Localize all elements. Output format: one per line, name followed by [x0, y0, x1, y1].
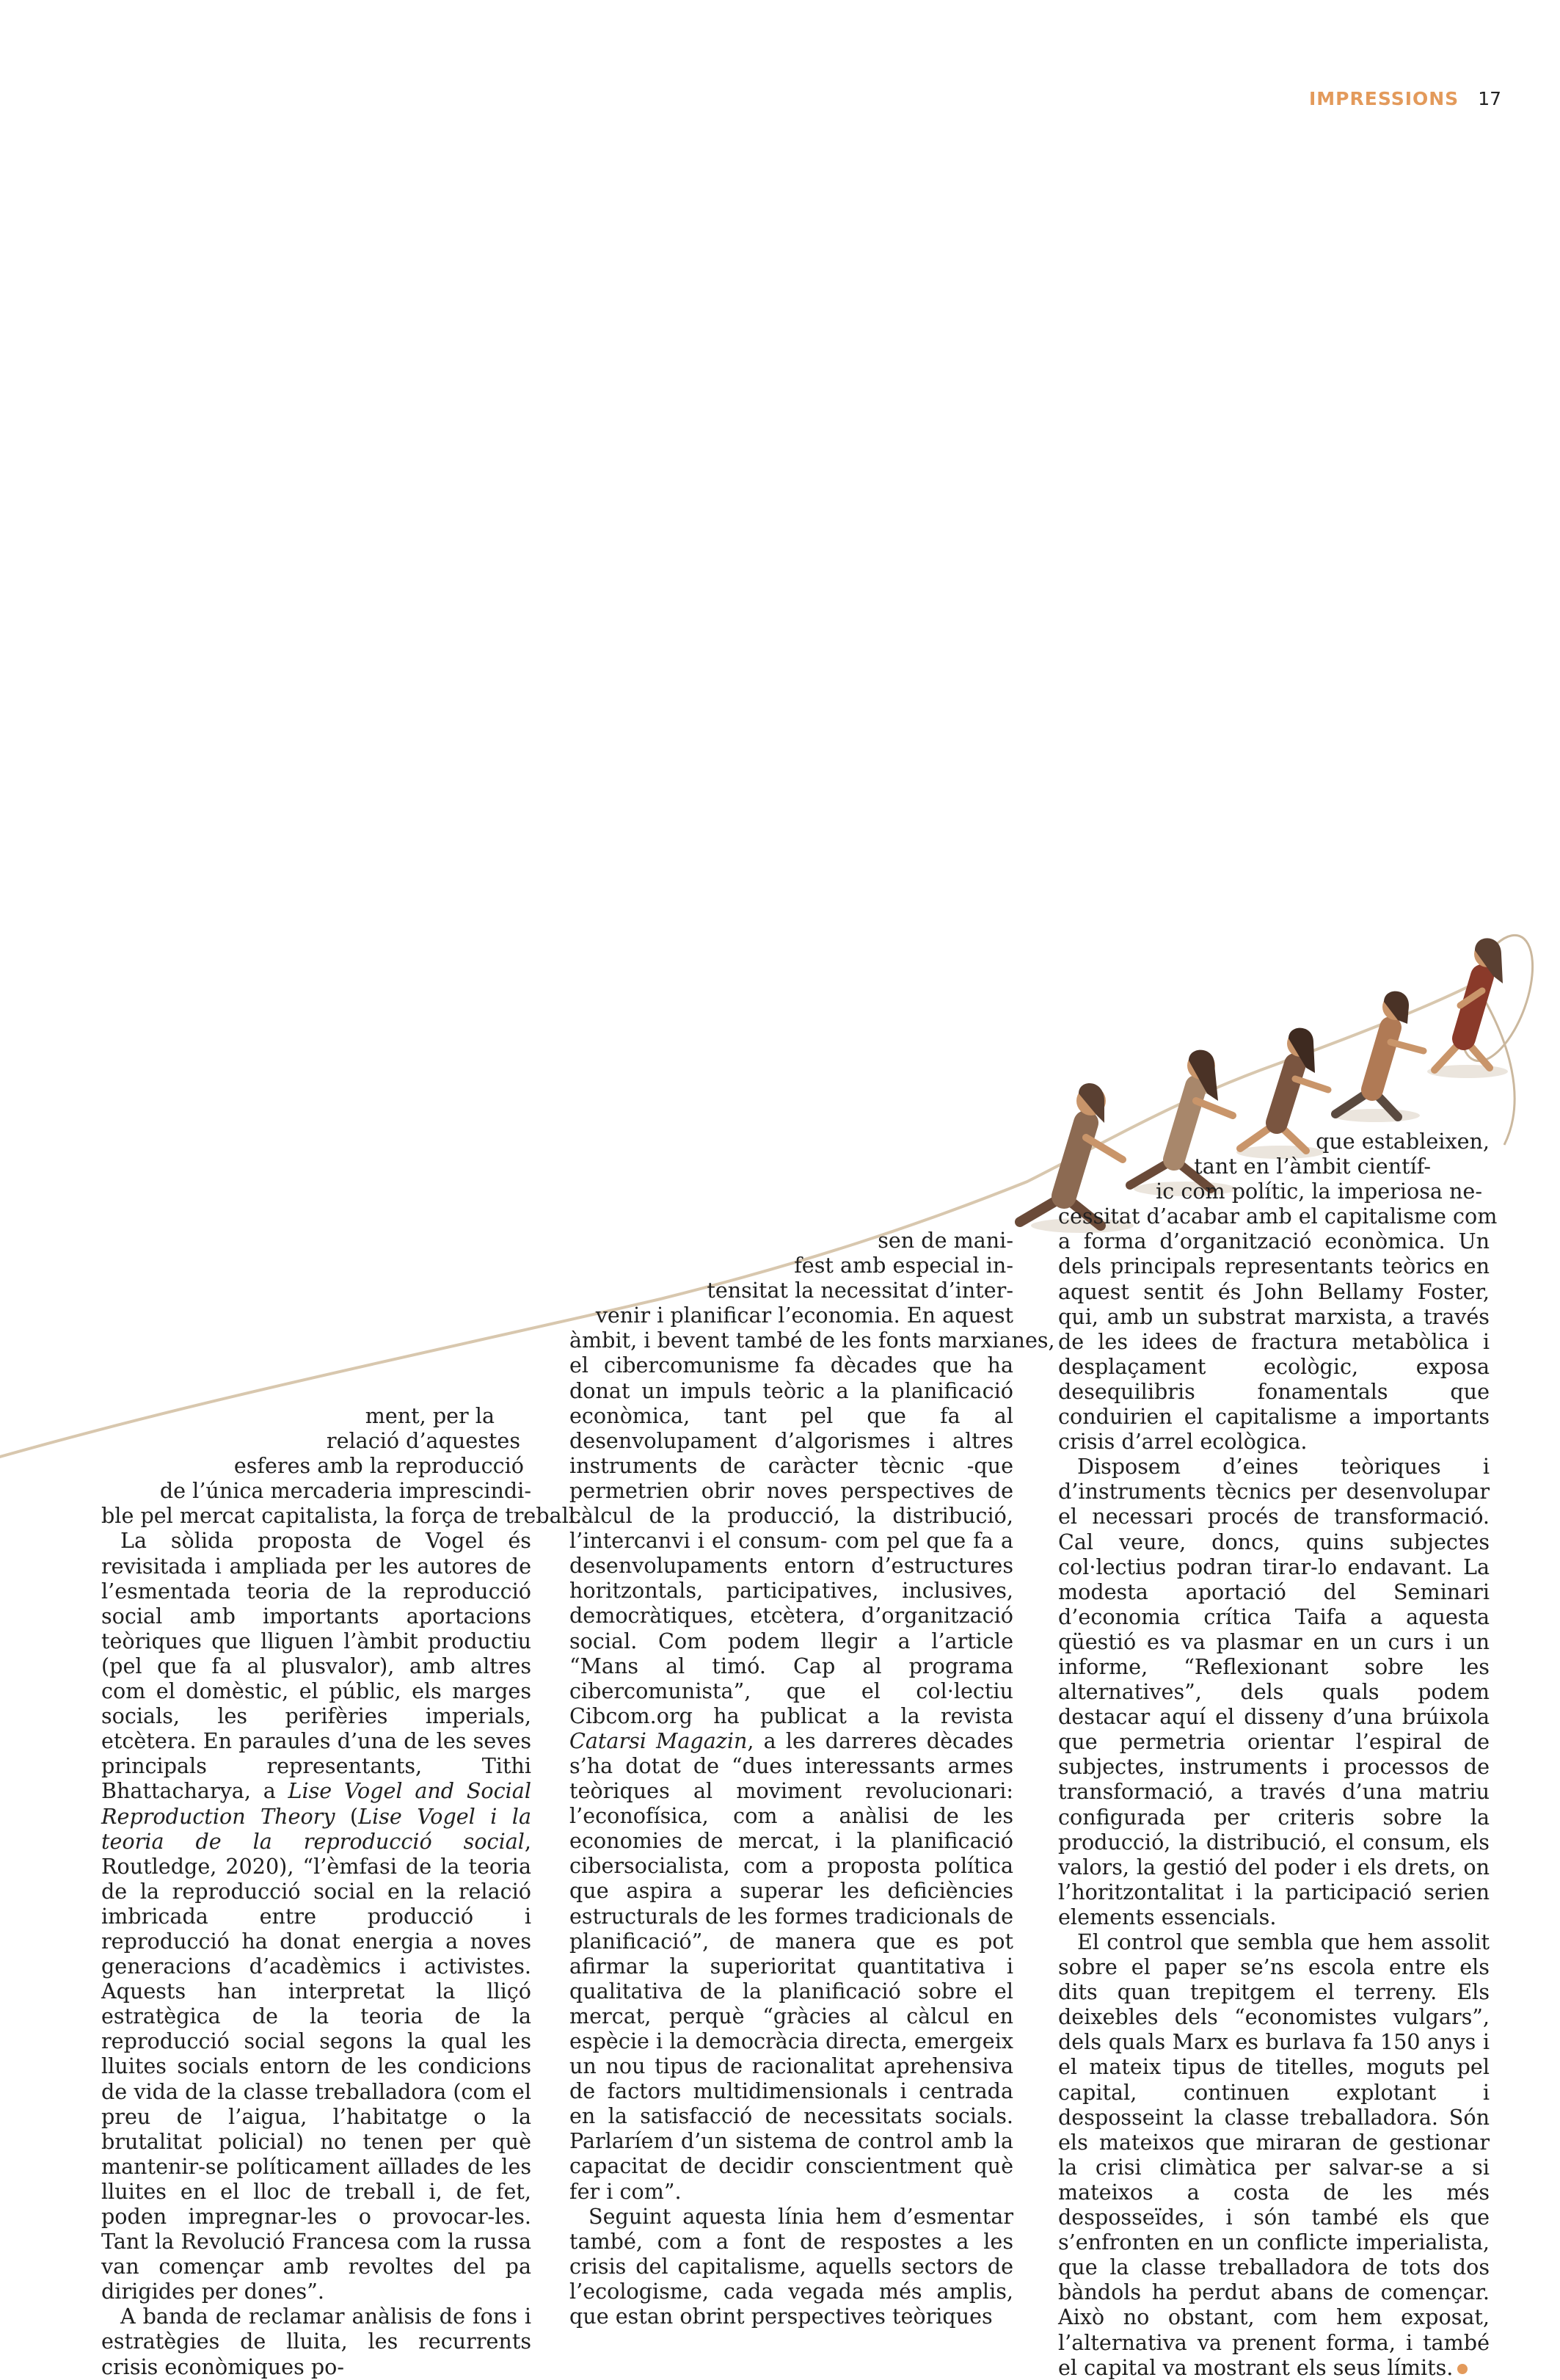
text-line: ment, per la — [365, 1403, 495, 1428]
paragraph: Seguint aquesta línia hem d’esmentar també, com a font de respostes a les crisis del capitalisme, aquells sectors de l’ecologisme, cada vegada més amplis, que estan obrint perspectives teòriques — [569, 2203, 1013, 2329]
paragraph-text: El control que sembla que hem assolit sobre el paper se’ns escola entre els dits quan trepitgem el terreny. Els deixebles dels “economistes vulgars”, dels quals Marx es burlava fa 150 anys i el mateix tipus de titelles, moguts pel capital, continuen explotant i desposseint la classe treballadora. Són els mateixos que miraran de gestionar la crisi climàtica per salvar-se a si mateixos a costa de les més desposseïdes, i són també els que s’enfronten en un conflicte imperialista, que la classe treballadora de tots dos bàndols ha perdut abans de començar. Això no obstant, com hem exposat, l’alternativa va prenent forma, i també el capital va mostrant els seus límits. — [1058, 1929, 1490, 2380]
paragraph-text: el cibercomunisme fa dècades que ha donat un impuls teòric a la planificació econòmica, tant pel que fa al desenvolupament d’algorismes i altres instruments de caràcter tècnic -que permetrien obrir noves perspectives de càlcul de la producció, la distribució, l’intercanvi i el consum- com pel que fa a desenvolupaments entorn d’estructures horitzontals, participatives, inclusives, democràtiques, etcètera, d’organització social. Com podem llegir a l’article “Mans al timó. Cap al programa cibercomunista”, que el col·lectiu Cibcom.org ha publicat a la revista — [569, 1353, 1013, 1728]
book-title-translation: Lise Vogel i la teoria de la reproducció social — [101, 1803, 531, 1854]
wrapped-lines-col1 — [101, 1403, 583, 1529]
text-line: relació d’aquestes — [326, 1428, 520, 1454]
text-line: fest amb especial in- — [794, 1253, 1013, 1278]
text-line: ble pel mercat capitalista, la força de treball. — [101, 1503, 583, 1529]
paragraph: a forma d’organització econòmica. Un dels principals representants teòrics en aquest sentit és John Bellamy Foster, qui, amb un substrat marxista, a través de les idees de fractura metabòlica i desplaçament ecològic, exposa desequilibris fonamentals que conduirien el capitalisme a importants crisis d’arrel ecològica. — [1058, 1229, 1490, 1455]
paragraph: A banda de reclamar anàlisis de fons i estratègies de lluita, les recurrents crisis econòmiques po- — [101, 2304, 531, 2379]
paragraph — [1058, 1929, 1490, 2380]
figure-5 — [1427, 938, 1508, 1078]
text-column-3 — [1058, 1129, 1498, 2380]
text-line: venir i planificar l’economia. En aquest — [595, 1303, 1013, 1328]
text-line: esferes amb la reproducció — [233, 1453, 524, 1479]
paragraph-text: , a les darreres dècades s’ha dotat de “dues interessants armes teòriques al moviment revolucionari: l’econofísica, com a anàlisi de les economies de mercat, i la planificació cibersocialista, com a proposta política que aspira a superar les deficiències estructurals de les formes tradicionals de planificació”, de manera que es pot afirmar la superioritat quantitativa i qualitativa de la planificació sobre el mercat, perquè “gràcies al càlcul en espècie i la democràcia directa, emergeix un nou tipus de racionalitat aprehensiva de factors multidimensionals i centrada en la satisfacció de necessitats socials. Parlaríem d’un sistema de control amb la capacitat de decidir conscientment què fer i com”. — [569, 1728, 1014, 2204]
page-header — [1309, 88, 1501, 109]
text-line: tensitat la necessitat d’inter- — [707, 1278, 1013, 1303]
wrapped-lines-col2 — [569, 1228, 1055, 1353]
text-line: sen de mani- — [878, 1228, 1013, 1253]
end-of-article-dot-icon — [1457, 2364, 1468, 2374]
paragraph-text: , Routledge, 2020), “l’èmfasi de la teoria de la reproducció social en la relació imbricada entre producció i reproducció ha donat energia a noves generacions d’acadèmics i activistes. Aquests han interpretat la lliçó estratègica de la teoria de la reproducció social segons la qual les lluites socials entorn de les condicions de vida de la classe treballadora (com el preu de l’aigua, l’habitatge o la brutalitat policial) no tenen per què mantenir-se políticament aïllades de les lluites en el lloc de treball i, de fet, poden impregnar-les o provocar-les. Tant la Revolució Francesa com la russa van començar amb revoltes del pa dirigides per dones”. — [101, 1828, 531, 2304]
text-line: cessitat d’acabar amb el capitalisme com — [1058, 1204, 1498, 1229]
text-line: de l’única mercaderia imprescindi- — [159, 1478, 531, 1504]
figure-4 — [1332, 991, 1424, 1122]
text-line: ic com polític, la imperiosa ne- — [1156, 1179, 1482, 1204]
text-line: tant en l’àmbit científ- — [1194, 1154, 1431, 1179]
paragraph: Disposem d’eines teòriques i d’instruments tècnics per desenvolupar el necessari procés de transformació. Cal veure, doncs, quins subjectes col·lectius podran tirar-lo endavant. La modesta aportació del Seminari d’economia crítica Taifa a aquesta qüestió es va plasmar en un curs i un informe, “Reflexionant sobre les alternatives”, dels quals podem destacar aquí el disseny d’una brúixola que permetria orientar l’espiral de subjectes, instruments i processos de transformació, a través d’una matriu configurada per criteris sobre la producció, la distribució, el consum, els valors, la gestió del poder i els drets, on l’horitzontalitat i la participació serien elements essencials. — [1058, 1454, 1490, 1929]
magazine-title: Catarsi Magazin — [569, 1728, 748, 1753]
text-line: que estableixen, — [1316, 1129, 1490, 1154]
paragraph — [101, 1528, 531, 2304]
section-name: IMPRESSIONS — [1308, 88, 1459, 109]
text-column-1 — [101, 1403, 583, 2379]
paragraph-text: ( — [335, 1803, 359, 1829]
paragraph — [569, 1353, 1013, 2203]
paragraph-text: La sòlida proposta de Vogel és revisitada i ampliada per les autores de l’esmentada teoria de la reproducció social amb importants aportacions teòriques que lliguen l’àmbit productiu (pel que fa al plusvalor), amb altres com el domèstic, el públic, els marges socials, les perifèries imperials, etcètera. En paraules d’una de les seves principals representants, Tithi Bhattacharya, a — [101, 1528, 531, 1804]
text-column-2 — [569, 1228, 1055, 2329]
text-line: àmbit, i bevent també de les fonts marxianes, — [569, 1328, 1055, 1353]
page-number: 17 — [1478, 88, 1501, 109]
wrapped-lines-col3 — [1058, 1129, 1498, 1229]
book-title: Lise Vogel and Social Reproduction Theory — [101, 1778, 531, 1829]
